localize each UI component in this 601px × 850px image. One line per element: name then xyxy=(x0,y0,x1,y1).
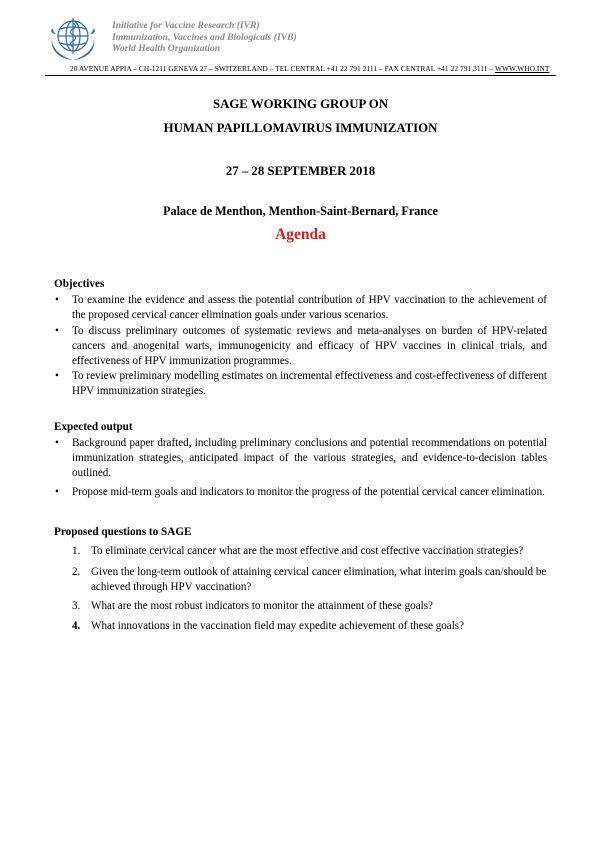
question-number: 2. xyxy=(72,566,81,578)
title-line-1: SAGE WORKING GROUP ON xyxy=(212,97,389,111)
expected-output-heading: Expected output xyxy=(54,421,133,433)
letterhead xyxy=(48,14,568,64)
org-line-ivb: Immunization, Vaccines and Biologicals (IVB) xyxy=(112,31,297,43)
bullet-icon: • xyxy=(55,370,59,382)
address-text: 20 AVENUE APPIA – CH-1211 GENEVA 27 – SWITZERLAND – TEL CENTRAL +41 22 791 2111 – FAX CENTRAL +41 22 791 3111 – xyxy=(70,64,495,73)
bullet-icon: • xyxy=(55,325,59,337)
question-item: 4. What innovations in the vaccination field may expedite achievement of these goals? xyxy=(72,619,547,634)
objective-item: • To review preliminary modelling estimates on incremental effectiveness and cost-effectiveness of different HPV immunization strategies. xyxy=(55,370,547,398)
objective-item: • To examine the evidence and assess the potential contribution of HPV vaccination to the achievement of the proposed cervical cancer elimination goals under various scenarios. xyxy=(55,294,547,322)
title-line-2: HUMAN PAPILLOMAVIRUS IMMUNIZATION xyxy=(163,121,438,135)
header-divider xyxy=(45,75,556,76)
questions-heading: Proposed questions to SAGE xyxy=(54,526,192,538)
question-item: 2. Given the long-term outlook of attaining cervical cancer elimination, what interim goals can/should be achieved through HPV vaccination? xyxy=(72,566,547,594)
who-emblem-icon xyxy=(48,14,98,62)
question-item: 3. What are the most robust indicators to monitor the attainment of these goals? xyxy=(72,599,547,614)
org-line-who: World Health Organization xyxy=(112,43,221,54)
meeting-date: 27 – 28 SEPTEMBER 2018 xyxy=(225,164,376,178)
website-link[interactable]: WWW.WHO.INT xyxy=(494,64,550,73)
address-line xyxy=(70,64,550,73)
question-number: 3. xyxy=(72,600,81,612)
question-number: 1. xyxy=(72,545,81,557)
org-line-ivr: Initiative for Vaccine Research (IVR) xyxy=(112,20,260,31)
objectives-heading: Objectives xyxy=(54,278,105,290)
bullet-icon: • xyxy=(55,437,59,449)
output-item: • Background paper drafted, including preliminary conclusions and potential recommendations on potential immunization strategies, anticipated impact of the various strategies, and evidence-to-decision tables outlined. xyxy=(55,437,547,480)
meeting-place: Palace de Menthon, Menthon-Saint-Bernard, France xyxy=(163,204,438,218)
objective-item: • To discuss preliminary outcomes of systematic reviews and meta-analyses on burden of HPV-related cancers and anogenital warts, immunogenicity and efficacy of HPV vaccines in clinical trials, and effectiveness of HPV immunization programmes. xyxy=(55,325,547,368)
bullet-icon: • xyxy=(55,294,59,306)
bullet-icon: • xyxy=(55,486,59,498)
organization-block xyxy=(112,20,297,55)
question-item: 1. To eliminate cervical cancer what are the most effective and cost effective vaccination strategies? xyxy=(72,544,547,559)
agenda-heading: Agenda xyxy=(275,226,326,243)
question-number: 4. xyxy=(72,620,81,632)
output-item: • Propose mid-term goals and indicators to monitor the progress of the potential cervical cancer elimination. xyxy=(54,485,547,500)
